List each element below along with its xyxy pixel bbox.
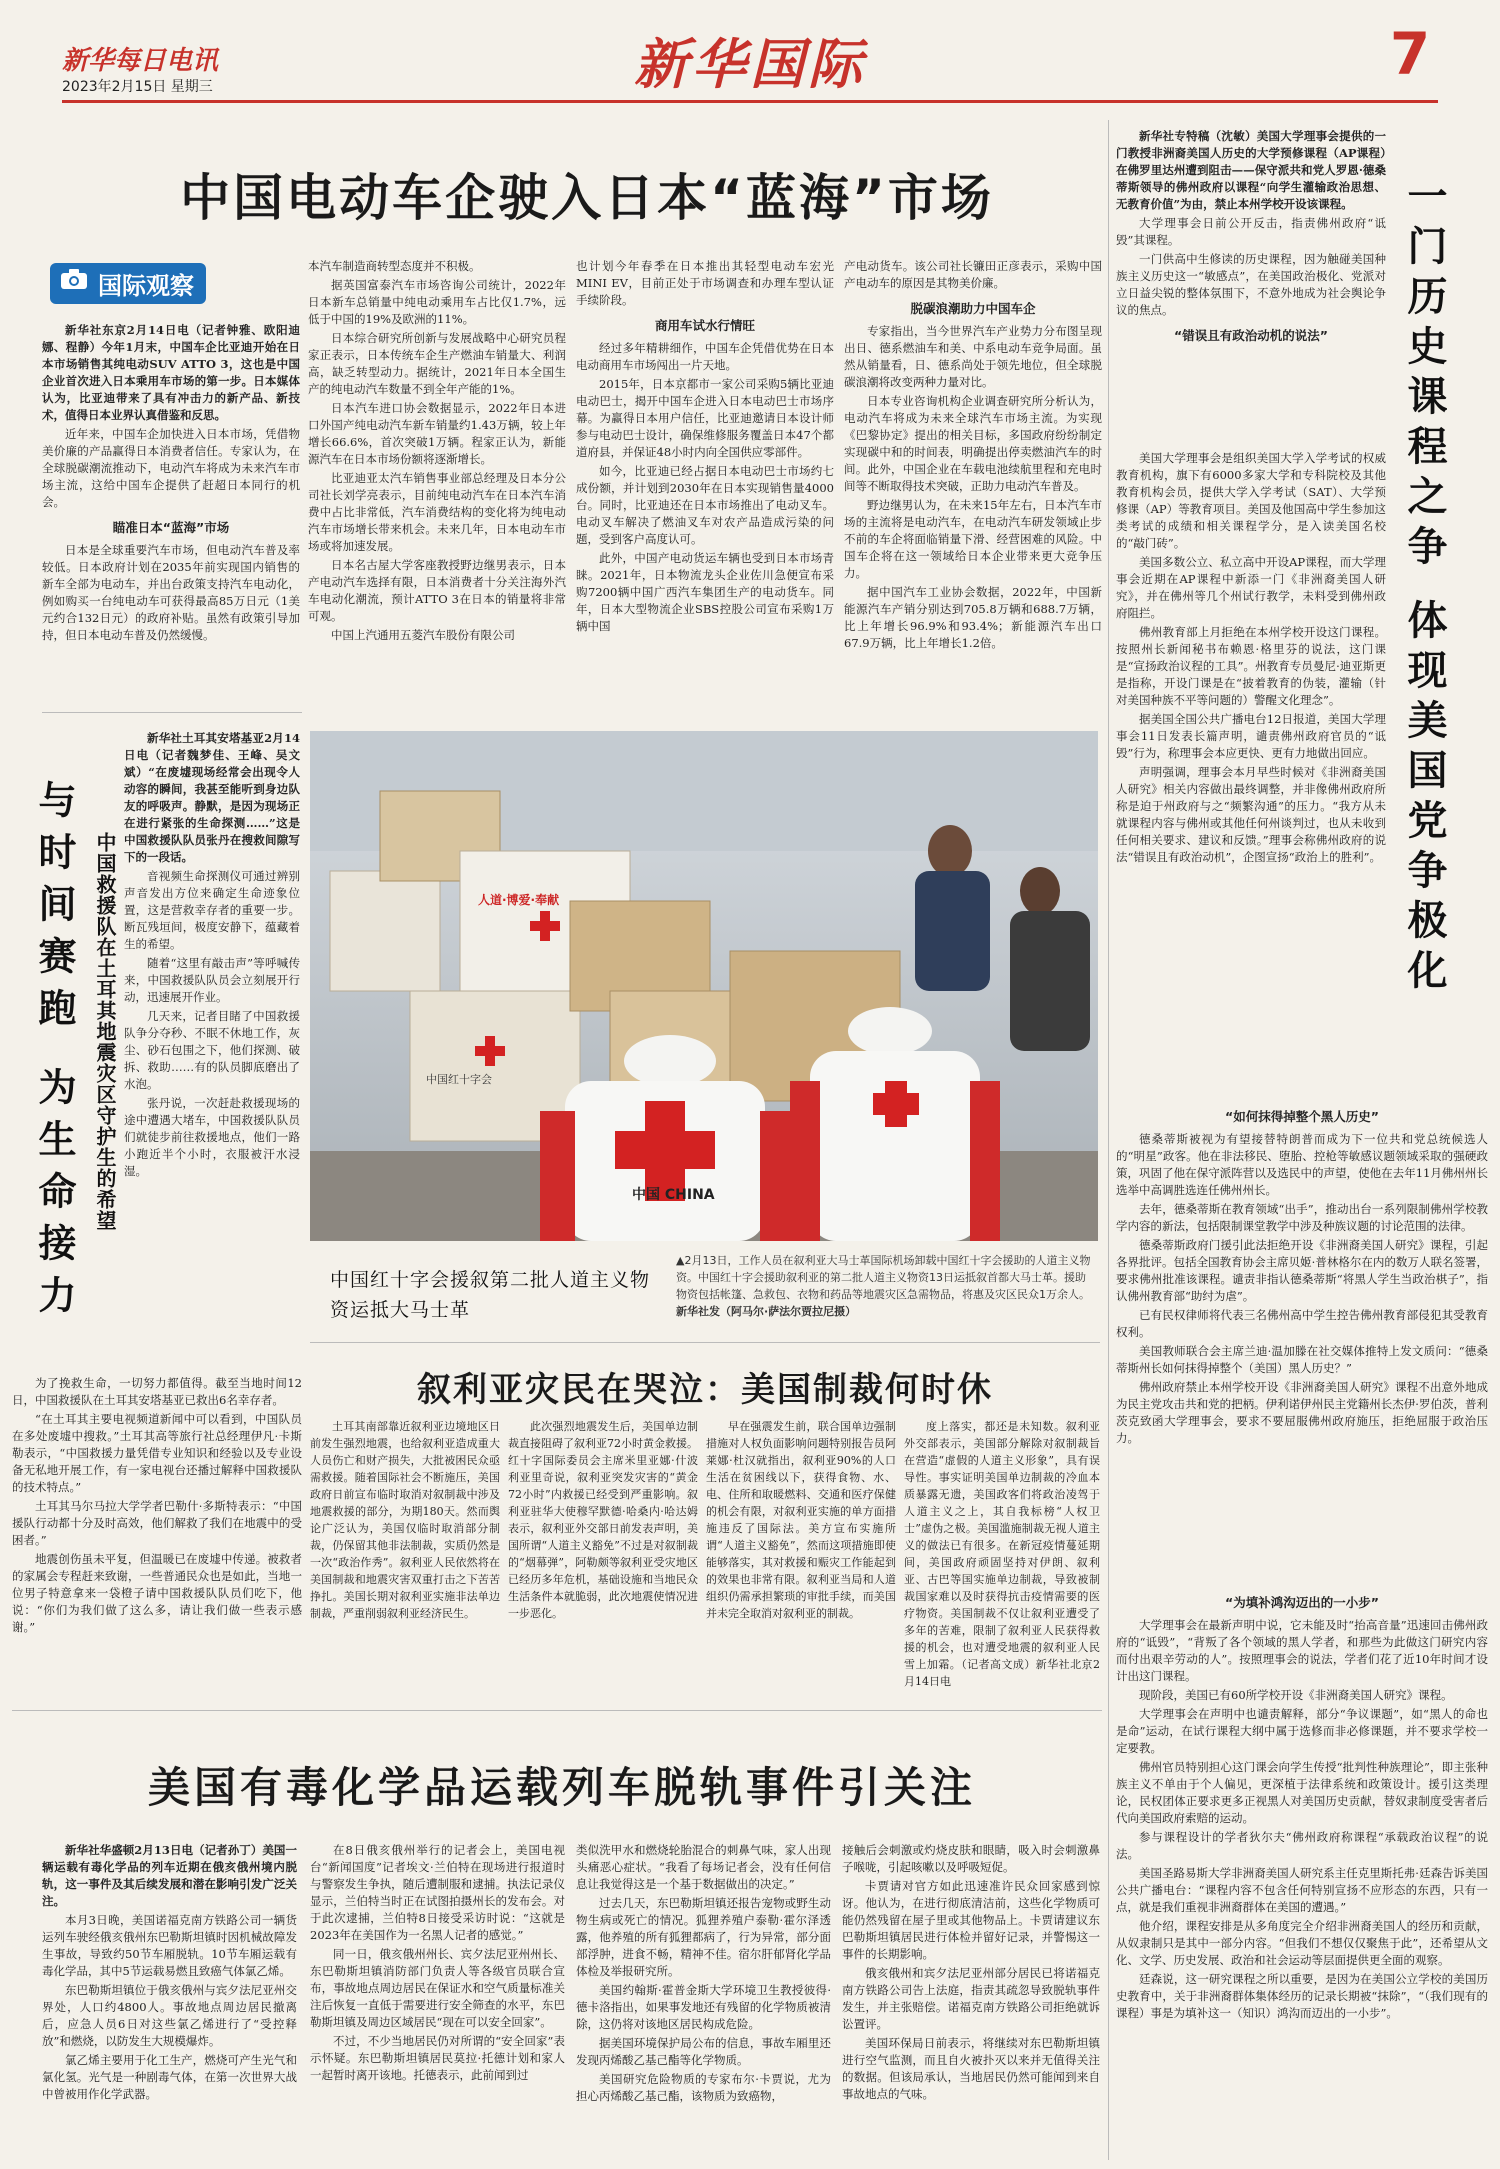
history-subhead-1: “错误且有政治动机的说法” — [1174, 328, 1328, 343]
train-para: 不过，不少当地居民仍对所谓的“安全回家”表示怀疑。东巴勒斯坦镇居民莫拉·托德计划和家人一起暂时离开该地。托德表示，此前闻到过 — [310, 2034, 565, 2082]
train-para: 俄亥俄州和宾夕法尼亚州部分居民已将诺福克南方铁路公司告上法庭，指责其疏忽导致脱轨事件发生，并主张赔偿。诺福克南方铁路公司拒绝就诉讼置评。 — [842, 1966, 1100, 2031]
vest-label: 中国 CHINA — [632, 1187, 715, 1203]
ev-para: 近年来，中国车企加快进入日本市场，凭借物美价廉的产品赢得日本消费者信任。专家认为，在全球脱碳潮流推动下，电动汽车将成为未来汽车市场主流，这给中国车企提供了赶超日本同行的机会。 — [42, 427, 300, 509]
ev-para: 中国上汽通用五菱汽车股份有限公司 — [331, 628, 515, 642]
ev-para: 比亚迪亚太汽车销售事业部总经理及日本分公司社长刘学亮表示，目前纯电动汽车在日本汽车消费中占比非常低，汽车消费结构的变化将为纯电动汽车市场增长带来机会。未来几年，日本电动车市场或将加速发展。 — [308, 471, 566, 553]
ev-para: 专家指出，当今世界汽车产业势力分布图呈现出日、德系燃油车和美、中系电动车竞争局面。虽然从销量看，日、德系尚处于领先地位，但全球脱碳浪潮将改变两种力量对比。 — [844, 324, 1102, 389]
history-para: 现阶段，美国已有60所学校开设《非洲裔美国人研究》课程。 — [1139, 1688, 1453, 1702]
syria-column-2 — [508, 1418, 698, 1700]
rescue-subtitle: 中国救援队在土耳其地震灾区守护生的希望 — [93, 832, 117, 1231]
ev-para: 日本汽车进口协会数据显示，2022年日本进口外国产纯电动汽车新车销量约1.43万辆，较上年增长66.6%，首次突破1万辆。程家正认为，新能源汽车在日本市场份额将逐渐增长。 — [308, 401, 566, 466]
badge-label: 国际观察 — [98, 272, 194, 300]
ev-column-2 — [308, 258, 566, 708]
ev-para: 日本综合研究所创新与发展战略中心研究员程家正表示，日本传统车企生产燃油车销量大、利润高，缺乏转型动力。据统计，2021年日本全国生产的纯电动汽车数量不到全年产能的1%。 — [308, 331, 566, 396]
divider — [12, 1710, 1102, 1711]
train-para: 同一日，俄亥俄州州长、宾夕法尼亚州州长、东巴勒斯坦镇消防部门负责人等各级官员联合宣布，事故地点周边居民在保证水和空气质量标准关注后恢复一直低于需要进行安全筛查的水平，东巴勒斯坦镇及周边区域居民“现在可以安全回家”。 — [310, 1947, 565, 2029]
history-para: 据美国全国公共广播电台12日报道，美国大学理事会11日发表长篇声明，谴责佛州政府官员的“诋毁”行为，称理事会本应更快、更有力地做出回应。 — [1116, 712, 1386, 760]
history-para: 去年，德桑蒂斯在教育领域“出手”，推动出台一系列限制佛州学校教学内容的新法，包括限制课堂教学中涉及种族议题的讨论范围的法律。 — [1116, 1202, 1488, 1233]
train-para: 据美国环境保护局公布的信息，事故车厢里还发现丙烯酸乙基己酯等化学物质。 — [576, 2036, 831, 2067]
history-subhead-2: “如何抹得掉整个黑人历史” — [1225, 1109, 1379, 1124]
rescue-title: 与时间赛跑 为生命接力 — [32, 780, 76, 1328]
ev-headline: 中国电动车企驶入日本“蓝海”市场 — [180, 169, 994, 227]
paper-logo: 新华每日电讯 — [62, 46, 219, 76]
photo-caption-headline: 中国红十字会援叙第二批人道主义物资运抵大马士革 — [330, 1269, 651, 1321]
ev-column-3 — [576, 258, 834, 708]
ev-para: 日本是全球重要汽车市场，但电动汽车普及率较低。日本政府计划在2035年前实现国内销售的新车全部为电动车，并出台政策支持汽车电动化，例如购买一台纯电动车可获得最高85万日元（1美元约合132日元）的政府补贴。虽然有政策引导加持，但日本电动车普及仍然缓慢。 — [42, 543, 300, 642]
history-para: 佛州政府禁止本州学校开设《非洲裔美国人研究》课程不出意外地成为民主党攻击共和党的把柄。伊利诺伊州民主党籍州长杰伊·罗伯茨，普利茨克致函大学理事会，要求不要屈服佛州政府施压，拒绝屈服于政治压力。 — [1116, 1380, 1488, 1445]
train-para: 过去几天，东巴勒斯坦镇还报告宠物或野生动物生病或死亡的情况。狐狸养殖户泰勒·霍尔泽透露，他养殖的所有狐狸都病了，行为异常，部分面部浮肿，进食不畅，精神不佳。宿尔肝郁肾化学品体检及举报研究所。 — [576, 1896, 831, 1978]
rescue-para: “在土耳其主要电视频道新闻中可以看到，中国队员在多处废墟中搜救。”土耳其高等旅行社总经理伊凡·卡斯勒表示，“中国救援力量凭借专业知识和经验以及专业设备无私地开展工作，有一家电视台还播过解释中国救援队的技术特点。” — [12, 1412, 302, 1494]
train-para: 东巴勒斯坦镇位于俄亥俄州与宾夕法尼亚州交界处，人口约4800人。事故地点周边居民撤离后，应急人员6日对这些氯乙烯进行了“受控释放”和燃烧，以防发生大规模爆炸。 — [42, 1983, 297, 2048]
train-column-2 — [310, 1842, 565, 2160]
divider — [1108, 120, 1109, 2160]
train-para: 类似洗甲水和燃烧轮胎混合的刺鼻气味，家人出现头痛恶心症状。“我看了每场记者会，没有任何信息让我觉得这是一个基于数据做出的决定。” — [576, 1843, 831, 1891]
train-para: 美国研究危险物质的专家布尔·卡贾说，尤为担心丙烯酸乙基己酯，该物质为致癌物， — [576, 2072, 831, 2103]
history-para: 大学理事会在声明中也谴责解释，部分“争议课题”，如“黑人的命也是命”运动，在试行课程大纲中属于选修而非必修课题，并不要求学校一定要教。 — [1116, 1707, 1488, 1755]
syria-column-4 — [904, 1418, 1100, 1700]
train-headline: 美国有毒化学品运载列车脱轨事件引关注 — [147, 1763, 976, 1812]
history-para: 美国圣路易斯大学非洲裔美国人研究系主任克里斯托弗·廷森告诉美国公共广播电台：“课程内容不包含任何特别宣扬不应形态的东西，只有一点，就是我们重视非洲裔群体在美国的遭遇。” — [1116, 1866, 1488, 1914]
train-para: 美国环保局日前表示，将继续对东巴勒斯坦镇进行空气监测，而且自火被扑灭以来并无值得关注的数据。但该局承认，当地居民仍然可能闻到来自事故地点的气味。 — [842, 2036, 1100, 2101]
rescue-column-top — [124, 730, 300, 1370]
history-title: 一门历史课程之争 体现美国党争极化 — [1401, 175, 1447, 999]
badge-international-observation — [50, 263, 206, 304]
box-sub-label: 中国红十字会 — [426, 1073, 492, 1086]
ev-para: 也计划今年春季在日本推出其轻型电动车宏光MINI EV，目前正处于市场调查和办理车型认证手续阶段。 — [576, 259, 834, 307]
history-para: 大学理事会日前公开反击，指责佛州政府“诋毁”其课程。 — [1116, 216, 1386, 247]
box-label: 人道·博爱·奉献 — [478, 893, 560, 907]
history-para: 已有民权律师将代表三名佛州高中学生控告佛州教育部侵犯其受教育权利。 — [1116, 1308, 1488, 1339]
ev-column-4 — [844, 258, 1102, 708]
ev-para: 新华社东京2月14日电（记者钟雅、欧阳迪娜、程静）今年1月末，中国车企比亚迪开始在日本市场销售其纯电动SUV ATTO 3，这也是中国企业首次进入日本乘用车市场的第一步。日本媒体认为，比亚迪带来了具有冲击力的新产品、新技术，值得日本业界认真借鉴和反思。 — [42, 323, 300, 422]
train-para: 新华社华盛顿2月13日电（记者孙丁）美国一辆运载有毒化学品的列车近期在俄亥俄州境内脱轨，这一事件及其后续发展和潜在影响引发广泛关注。 — [42, 1843, 297, 1908]
rescue-para: 为了挽救生命，一切努力都值得。截至当地时间12日，中国救援队在土耳其安塔基亚已救出6名幸存者。 — [12, 1376, 302, 1407]
issue-date: 2023年2月15日 星期三 — [62, 79, 213, 95]
masthead — [0, 0, 1500, 100]
ev-para: 经过多年精耕细作，中国车企凭借优势在日本电动商用车市场闯出一片天地。 — [576, 341, 834, 372]
ev-subhead-1: 瞄准日本“蓝海”市场 — [112, 520, 230, 535]
rescue-para: 音视频生命探测仪可通过辨别声音发出方位来确定生命迹象位置，这是营救幸存者的重要一步。断瓦残垣间，极度安静下，蕴藏着生的希望。 — [124, 869, 300, 951]
history-para: 佛州官员特别担心这门课会向学生传授“批判性种族理论”，即主张种族主义不单由于个人偏见，更深植于法律系统和政策设计。援引这类理论，民权团体正要求更多正视黑人对美国历史贡献，替奴隶制度受害者后代向美国政府索赔的运动。 — [1116, 1760, 1488, 1825]
syria-para: 此次强烈地震发生后，美国单边制裁直接阻碍了叙利亚72小时黄金救援。红十字国际委员会主席米里亚娜·什波利亚里奇说，叙利亚突发灾害的“黄金72小时”内救援已经受到严重影响。叙利亚驻华大使穆罕默德·哈桑内·哈达姆表示，叙利亚外交部日前发表声明，美国所谓“人道主义豁免”不过是对叙制裁的“烟幕弹”，阿勒颇等叙利亚受灾地区已经历多年危机，基础设施和当地民众生活条件本就脆弱，此次地震使情况进一步恶化。 — [508, 1420, 698, 1620]
train-column-1 — [42, 1842, 297, 2160]
rescue-para: 张丹说，一次赶赴救援现场的途中遭遇大堵车，中国救援队队员们就徒步前往救援地点，他们一路小跑近半个小时，衣服被汗水浸湿。 — [124, 1096, 300, 1178]
photo-credit: 新华社发（阿马尔·萨法尔贾拉尼摄） — [676, 1305, 857, 1318]
news-photo — [310, 731, 1098, 1241]
history-column-bottom — [1116, 1586, 1488, 2160]
divider — [310, 1342, 1100, 1343]
syria-para: 早在强震发生前，联合国单边强制措施对人权负面影响问题特别报告员阿莱娜·杜汉就指出，叙利亚90%的人口生活在贫困线以下，获得食物、水、电、住所和取暖燃料、交通和医疗保健的机会有限，对叙利亚实施的单方面措施违反了国际法。美方宣布实施所谓“人道主义豁免”，然而这项措施即使能够落实，其对救援和赈灾工作能起到的效果也非常有限。叙利亚当局和人道组织仍需承担繁琐的审批手续，而美国并未完全取消对叙利亚的制裁。 — [706, 1420, 896, 1620]
history-para: 新华社专特稿（沈敏）美国大学理事会提供的一门教授非洲裔美国人历史的大学预修课程（AP课程）在佛罗里达州遭到阻击——保守派共和党人罗恩·德桑蒂斯领导的佛州政府以课程“向学生灌输政治思想、无教育价值”为由，禁止本州学校开设该课程。 — [1116, 129, 1386, 211]
history-para: 美国大学理事会是组织美国大学入学考试的权威教育机构，旗下有6000多家大学和专科院校及其他教育机构会员，提供大学入学考试（SAT）、大学预修课（AP）等教育项目。美国及他国高中学生参加这类考试的成绩和相关课程学分，是入读美国名校的“敲门砖”。 — [1116, 451, 1386, 550]
camera-icon — [60, 268, 88, 290]
train-para: 美国约翰斯·霍普金斯大学环境卫生教授彼得·德卡洛指出，如果事发地还有残留的化学物质被清除，这仍将对该地区居民构成危险。 — [576, 1983, 831, 2031]
train-para: 接触后会刺激或灼烧皮肤和眼睛，吸入时会刺激鼻子喉咙，引起咳嗽以及呼吸短促。 — [842, 1843, 1100, 1874]
history-column-lower — [1116, 1100, 1488, 1585]
photo-caption — [676, 1252, 1094, 1320]
ev-para: 产电动货车。该公司社长镰田正彦表示，采购中国产电动车的原因是其物美价廉。 — [844, 259, 1102, 290]
ev-column-1 — [42, 322, 300, 707]
ev-para: 日本名古屋大学客座教授野边继男表示，日本产电动汽车选择有限，日本消费者十分关注海外汽车电动化潮流，预计ATTO 3在日本的销量将非常可观。 — [308, 558, 566, 623]
ev-para: 本汽车制造商转型态度并不积极。 — [308, 259, 481, 273]
ev-para: 野边继男认为，在未来15年左右，日本汽车市场的主流将是电动汽车，在电动汽车研发领域止步不前的车企将面临销量下滑、经营困难的风险。中国车企将在这一领域给日本企业带来更大竞争压力。 — [844, 498, 1102, 580]
history-para: 一门供高中生修读的历史课程，因为触碰美国种族主义历史这一“敏感点”，在美国政治极化、党派对立日益尖锐的整体氛围下，不意外地成为社会舆论争议的焦点。 — [1116, 252, 1386, 317]
ev-para: 如今，比亚迪已经占据日本电动巴士市场约七成份额，并计划到2030年在日本实现销售量4000台。同时，比亚迪还在日本市场推出了电动叉车。电动叉车解决了燃油叉车对农产品造成污染的问题，受到客户高度认可。 — [576, 464, 834, 546]
syria-column-1 — [310, 1418, 500, 1700]
history-para: 德桑蒂斯政府门援引此法拒绝开设《非洲裔美国人研究》课程，引起各界批评。包括全国教育协会主席贝姬·普林格尔在内的数万人联名签署，要求佛州批准该课程。谴责非指认德桑蒂斯“将黑人学生当政治棋子”，指认佛州教育部“助纣为虐”。 — [1116, 1238, 1488, 1303]
history-para: 参与课程设计的学者狄尔夫“佛州政府称课程“承载政治议程”的说法。 — [1116, 1830, 1488, 1861]
section-title: 新华国际 — [634, 32, 866, 96]
rescue-para: 地震创伤虽未平复，但温暖已在废墟中传递。被救者的家属会专程赶来致谢，一些普通民众也是如此，当地一位男子特意拿来一袋橙子请中国救援队队员们吃下，他说：“你们为我们做了这么多，请让我们做一些表示感谢。” — [12, 1552, 302, 1634]
ev-para: 此外，中国产电动货运车辆也受到日本市场青睐。2021年，日本物流龙头企业佐川急便宣布采购7200辆中国广西汽车集团生产的电动货车。同年，日本大型物流企业SBS控股公司宣布采购1万辆中国 — [576, 551, 834, 633]
rescue-para: 随着“这里有敲击声”等呼喊传来，中国救援队队员会立刻展开行动，迅速展开作业。 — [124, 956, 300, 1004]
train-para: 本月3日晚，美国诺福克南方铁路公司一辆货运列车驶经俄亥俄州东巴勒斯坦镇时因机械故障发生事故，导致约50节车厢脱轨。10节车厢运载有毒化学品，其中5节运载易燃且致癌气体氯乙烯。 — [42, 1913, 297, 1978]
ev-para: 据英国富泰汽车市场咨询公司统计，2022年日本新车总销量中纯电动乘用车占比仅1.7%，远低于中国的19%及欧洲的11%。 — [308, 278, 566, 326]
rescue-para: 新华社土耳其安塔基亚2月14日电（记者魏梦佳、王峰、吴文斌）“在废墟现场经常会出现令人动容的瞬间，我甚至能听到身边队友的呼吸声。静默，是因为现场正在进行紧张的生命探测……”这是中国救援队队员张丹在搜救间隙写下的一段话。 — [124, 731, 300, 864]
history-para: 大学理事会在最新声明中说，它未能及时“抬高音量”迅速回击佛州政府的“诋毁”，“背叛了各个领域的黑人学者，和那些为此做这门研究内容而付出艰辛劳动的人”。按照理事会的说法，学者们花了近10年时间才设计出这门课程。 — [1116, 1618, 1488, 1683]
history-subhead-3: “为填补鸿沟迈出的一小步” — [1225, 1595, 1379, 1610]
masthead-rule — [62, 100, 1438, 103]
history-para: 声明强调，理事会本月早些时候对《非洲裔美国人研究》相关内容做出最终调整，并非像佛州政府所称是迫于州政府与之“频繁沟通”的压力。“我方从未就课程内容与佛州或其他任何州谈判过，也从未收到任何相关要求、建议和反馈。”理事会称佛州政府的说法“错误且有政治动机”，企图宣扬“政治上的胜利”。 — [1116, 765, 1386, 864]
train-column-4 — [842, 1842, 1100, 2160]
syria-headline: 叙利亚灾民在哭泣：美国制裁何时休 — [417, 1370, 993, 1410]
history-para: 廷森说，这一研究课程之所以重要，是因为在美国公立学校的美国历史教育中，关于非洲裔群体集体经历的记录长期被“抹除”，“（我们现有的课程）事是为填补这一（知识）鸿沟而迈出的一小步”。 — [1116, 1972, 1488, 2020]
train-column-3 — [576, 1842, 831, 2160]
history-para: 德桑蒂斯被视为有望接替特朗普而成为下一位共和党总统候选人的“明星”政客。他在非法移民、堕胎、控枪等敏感议题领域采取的强硬政策，巩固了他在保守派阵营以及选民中的声望，使他在去年11月佛州州长选举中高调胜选连任佛州州长。 — [1116, 1132, 1488, 1197]
rescue-para: 土耳其马尔马拉大学学者巴勒什·多斯特表示：“中国援队行动都十分及时高效，他们解救了我们在地震中的受困者。” — [12, 1499, 302, 1547]
caption-text: ▲2月13日，工作人员在叙利亚大马士革国际机场卸载中国红十字会援助的人道主义物资。中国红十字会援助叙利亚的第二批人道主义物资13日运抵叙首都大马士革。援助物资包括帐篷、急救包、衣物和药品等地震灾区急需物品，将惠及灾区民众1万余人。 — [676, 1254, 1091, 1301]
train-para: 卡贾请对官方如此迅速准许民众回家感到惊讶。他认为，在进行彻底清洁前，这些化学物质可能仍然残留在屋子里或其他物品上。卡贾请建议东巴勒斯坦镇居民进行体检并留好记录，并警惕这一事件的长期影响。 — [842, 1879, 1100, 1961]
ev-para: 日本专业咨询机构企业调查研究所分析认为，电动汽车将成为未来全球汽车市场主流。为实现《巴黎协定》提出的相关目标，多国政府纷纷制定实现碳中和的时间表，明确提出停卖燃油汽车的时间。此外，中国企业在车载电池续航里程和充电时间等不断取得技术突破，正助力电动汽车普及。 — [844, 394, 1102, 493]
ev-para: 据中国汽车工业协会数据，2022年，中国新能源汽车产销分别达到705.8万辆和688.7万辆，比上年增长96.9%和93.4%；新能源汽车出口67.9万辆，比上年增长1.2倍。 — [844, 585, 1102, 650]
syria-para: 度上落实，都还是未知数。叙利亚外交部表示，美国部分解除对叙制裁旨在营造“虚假的人道主义形象”，具有误导性。事实证明美国单边制裁的冷血本质暴露无遗，美国政客们将政治凌驾于人道主义之上，其自我标榜“人权卫士”虚伪之极。美国滥施制裁无视人道主义的做法已有很多。在新冠疫情蔓延期间，美国政府顽固坚持对伊朗、叙利亚、古巴等国实施单边制裁，导致被制裁国家难以及时获得抗击疫情需要的医疗物资。美国制裁不仅让叙利亚遭受了多年的苦难，限制了叙利亚人民获得救援的机会，也对遭受地震的叙利亚人民雪上加霜。（记者高文成）新华社北京2月14日电 — [904, 1420, 1100, 1688]
history-para: 美国教师联合会主席兰迪·温加滕在社交媒体推特上发文质问：“德桑蒂斯州长如何抹得掉整个（美国）黑人历史？” — [1116, 1344, 1488, 1375]
rescue-column-bottom — [12, 1375, 302, 1700]
syria-column-3 — [706, 1418, 896, 1700]
page-number: 7 — [1389, 20, 1431, 88]
history-para: 他介绍，课程安排是从多角度完全介绍非洲裔美国人的经历和贡献，从奴隶制只是其中一部分内容。“但我们不想仅仅聚焦于此”，还希望从文化、文学、历史发展、政治和社会运动等层面提供更全面的观察。 — [1116, 1919, 1488, 1967]
syria-para: 土耳其南部靠近叙利亚边境地区日前发生强烈地震，也给叙利亚造成重大人员伤亡和财产损失，大批被困民众亟需救援。随着国际社会不断施压，美国政府日前宣布临时取消对叙制裁中涉及地震救援的部分，为期180天。然而舆论广泛认为，美国仅临时取消部分制裁，仍保留其他非法制裁，实质仍然是一次“政治作秀”。叙利亚人民依然将在美国制裁和地震灾害双重打击之下苦苦挣扎。美国长期对叙利亚实施非法单边制裁，严重削弱叙利亚经济民生。 — [310, 1420, 500, 1620]
history-para: 美国多数公立、私立高中开设AP课程，而大学理事会近期在AP课程中新添一门《非洲裔美国人研究》，并在佛州等几个州试行教学，未料受到佛州政府阻拦。 — [1116, 555, 1386, 620]
history-column-mid — [1116, 450, 1386, 1102]
rescue-para: 几天来，记者目睹了中国救援队争分夺秒、不眠不休地工作，灰尘、砂石包围之下，他们探测、破拆、救助……有的队员脚底磨出了水泡。 — [124, 1009, 300, 1091]
ev-subhead-3: 脱碳浪潮助力中国车企 — [910, 301, 1036, 316]
history-para: 佛州教育部上月拒绝在本州学校开设这门课程。按照州长新闻秘书布赖恩·格里芬的说法，这门课是“宣扬政治议程的工具”。州教育专员曼尼·迪亚斯更是指称，开设门课是在“披着教育的伪装，灌输（针对美国种族不平等问题的）警醒文化理念”。 — [1116, 625, 1386, 707]
ev-subhead-2: 商用车试水行情旺 — [654, 318, 755, 333]
ev-para: 2015年，日本京都市一家公司采购5辆比亚迪电动巴士，揭开中国车企进入日本电动巴士市场序幕。为赢得日本用户信任，比亚迪邀请日本设计师参与电动巴士设计，确保维修服务覆盖日本47个都道府县，并保证48小时内向全国供应零部件。 — [576, 377, 834, 459]
train-para: 氯乙烯主要用于化工生产，燃烧可产生光气和氯化氢。光气是一种剧毒气体，在第一次世界大战中曾被用作化学武器。 — [42, 2053, 297, 2101]
divider — [42, 712, 302, 713]
train-para: 在8日俄亥俄州举行的记者会上，美国电视台“新闻国度”记者埃文·兰伯特在现场进行报道时与警察发生争执，随后遭制服和逮捕。执法记录仪显示，兰伯特当时正在试图拍摄州长的发布会。对于此次逮捕，兰伯特8日接受采访时说：“这就是2023年在美国作为一名黑人记者的感觉。” — [310, 1843, 565, 1942]
